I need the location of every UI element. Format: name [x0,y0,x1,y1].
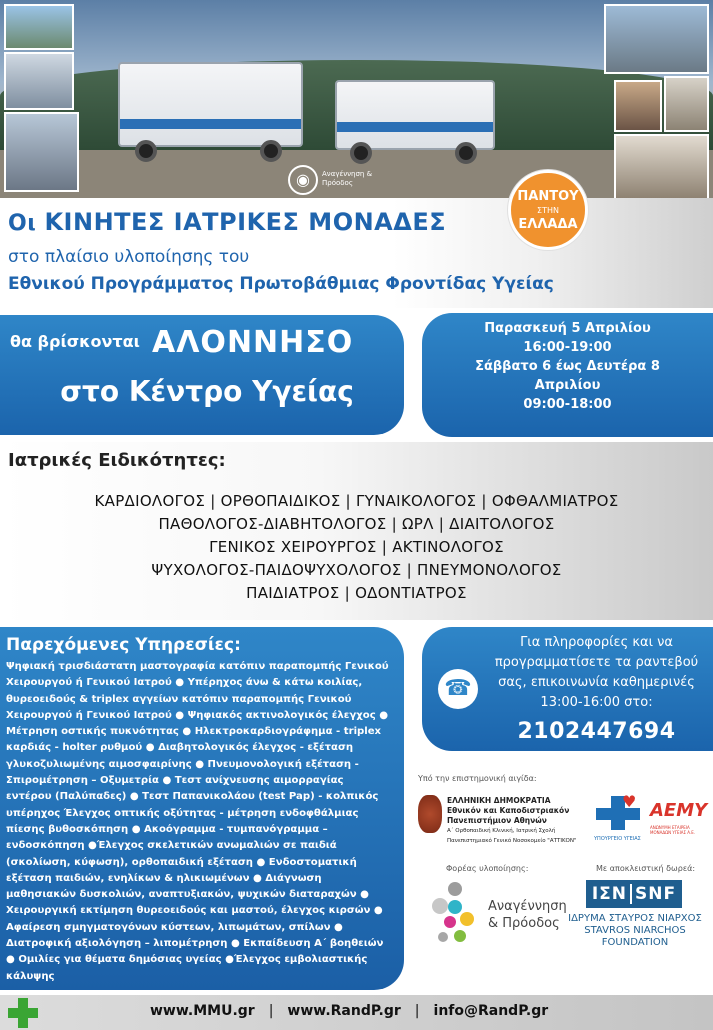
ministry-of-health-logo-icon: ♥ [596,792,640,834]
contact-text: Για πληροφορίες και να προγραμματίσετε τα ραντεβού σας, επικοινωνία καθημερινές 13:00-16:00 στο: [494,635,699,710]
schedule-time2: 09:00-18:00 [523,397,612,412]
specialty-line: ΠΑΘΟΛΟΓΟΣ-ΔΙΑΒΗΤΟΛΟΓΟΣ | ΩΡΛ | ΔΙΑΙΤΟΛΟΓΟΣ [158,515,555,533]
specialty-line: ΠΑΙΔΙΑΤΡΟΣ | ΟΔΟΝΤΙΑΤΡΟΣ [246,584,467,602]
randp-text: Αναγέννηση & Πρόοδος [488,899,567,931]
schedule-panel [422,313,713,437]
link-randp[interactable]: www.RandP.gr [287,1003,401,1019]
link-mmu[interactable]: www.MMU.gr [150,1003,255,1019]
phone-icon: ☎ [438,669,478,709]
contact-phone-number[interactable]: 2102447694 [517,719,676,744]
aemy-logo: AEMY [650,800,708,821]
location-pre: θα βρίσκονται [10,332,140,351]
services-title: Παρεχόμενες Υπηρεσίες: [6,635,241,655]
medical-plus-icon [8,998,38,1028]
specialties-list [0,490,713,605]
photo-collage-5 [614,80,662,132]
specialty-line: ΚΑΡΔΙΟΛΟΓΟΣ | ΟΡΘΟΠΑΙΔΙΚΟΣ | ΓΥΝΑΙΚΟΛΟΓΟΣ | ΟΦΘΑΛΜΙΑΤΡΟΣ [94,492,619,510]
hero-photo [0,0,713,205]
photo-collage-6 [664,76,709,132]
specialty-line: ΨΥΧΟΛΟΓΟΣ-ΠΑΙΔΟΨΥΧΟΛΟΓΟΣ | ΠΝΕΥΜΟΝΟΛΟΓΟΣ [151,561,562,579]
photo-collage-4 [604,4,709,74]
donation-label: Με αποκλειστική δωρεά: [596,864,696,873]
contact-panel [422,627,713,751]
everywhere-badge: ΠΑΝΤΟΥ ΣΤΗΝ ΕΛΛΑΔΑ [508,170,588,250]
title-subline: στο πλαίσιο υλοποίησης του [8,247,250,267]
photo-collage-2 [4,52,74,110]
ministry-label: ΥΠΟΥΡΓΕΙΟ ΥΓΕΙΑΣ [594,836,641,842]
title-main: ΚΙΝΗΤΕΣ ΙΑΤΡΙΚΕΣ ΜΟΝΑΔΕΣ [44,208,447,236]
truck-left [118,62,303,147]
snf-logo: ΙΣΝ SNF [586,880,682,908]
hero-logo-text: Αναγέννηση & Πρόοδος [322,170,373,187]
contact-hours: 13:00-16:00 στο: [540,695,653,710]
title-prefix: Οι [8,211,37,236]
link-email[interactable]: info@RandP.gr [433,1003,549,1019]
implementer-label: Φορέας υλοποίησης: [446,864,529,873]
photo-collage-7 [614,134,709,200]
snf-greek-name: ΙΔΡΥΜΑ ΣΤΑΥΡΟΣ ΝΙΑΡΧΟΣ [568,913,702,924]
page-title [8,208,446,236]
photo-collage-3 [4,112,79,192]
schedule-day2: Σάββατο 6 έως Δευτέρα 8 [475,359,660,374]
location-place: στο Κέντρο Υγείας [60,375,354,408]
schedule-time1: 16:00-19:00 [523,340,612,355]
snf-english-name: STAVROS NIARCHOS FOUNDATION [584,925,686,948]
university-seal-icon [418,795,442,833]
services-text: Ψηφιακή τρισδιάστατη μαστογραφία κατόπιν παραπομπής Γενικού Χειρουργού ή Γενικού Ιατρού ● Υπέρηχος άνω & κάτω κοιλίας, θυρεοειδούς & triplex αγγείων κατόπιν παραπομπής Γενικού Χειρουργού ή Γενικού Ιατρού ● Ψηφιακός ακτινολογικός έλεγχος ● Μέτρηση οστικής πυκνότητας ● Ηλεκτροκαρδιογράφημα - triplex καρδιάς - holter ρυθμού ● Διαβητολογικός έλεγχος - εξέταση γλυκοζυλιωμένης αιμοσφαιρίνης ● Πνευμονολογική εξέταση - Σπιρομέτρηση – Οξυμετρία ● Τεστ ανίχνευσης αιμορραγίας εντέρου (Παλύπαδες) ● Τεστ Παπανικολάου (test Pap) - κολπικός υπέρηχος Έλεγχος οπτικής οξύτητας - μέτρηση ενδοφθάλμιας πίεσης βυθοσκόπηση ● Ακοόγραμμα - τυμπανόγραμμα – ενδοσκόπηση ●Έλεγχος σκελετικών ανωμαλιών σε παιδιά (σκολίωση, κύφωση), ορθοπαιδική εξέταση ● Ενδοστοματική εξέταση παιδιών, ενηλίκων & ηλικιωμένων ● Διάγνωση μαθησιακών δυσκολιών, αναπτυξιακών, ψυχικών διαταραχών ● Χειρουργική εκτίμηση θυρεοειδούς και μαστού, έλεγχος κιρσών ● Αφαίρεση σμηγματογόνων κύστεων, λιπωμάτων, σπίλων ● Διατροφική αξιολόγηση – λιπομέτρηση ● Εκπαίδευση Α΄ βοηθειών ● Ομιλίες για θέματα δημόσιας υγείας ●Έλεγχος εμβολιαστικής κάλυψης [6,661,389,982]
university-text: ΕΛΛΗΝΙΚΗ ΔΗΜΟΚΡΑΤΙΑ Εθνικόν και Καποδιστριακόν Πανεπιστήμιον Αθηνών Α΄ Ορθοπαιδική Κλινική, Ιατρική Σχολή Πανεπιστημιακό Γενικό Νοσοκομείο "ΑΤΤΙΚΟΝ" [447,796,577,844]
specialty-line: ΓΕΝΙΚΟΣ ΧΕΙΡΟΥΡΓΟΣ | ΑΚΤΙΝΟΛΟΓΟΣ [209,538,504,556]
footer-links: www.MMU.gr | www.RandP.gr | info@RandP.gr [150,1003,549,1019]
services-panel [0,627,404,990]
location-panel [0,315,404,435]
randp-hero-logo-icon: ◉ [288,165,318,195]
randp-logo-icon [430,880,482,952]
truck-right [335,80,495,150]
aemy-subtitle: ΑΝΩΝΥΜΗ ΕΤΑΙΡΕΙΑ ΜΟΝΑΔΩΝ ΥΓΕΙΑΣ Α.Ε. [650,825,696,835]
schedule-day2-month: Απριλίου [534,378,601,393]
photo-collage-1 [4,4,74,50]
schedule-day1: Παρασκευή 5 Απριλίου [484,321,651,336]
location-island: ΑΛΟΝΝΗΣΟ [152,325,354,360]
title-program: Εθνικού Προγράμματος Πρωτοβάθμιας Φροντίδας Υγείας [8,274,554,294]
specialties-title: Ιατρικές Ειδικότητες: [8,450,226,471]
scientific-label: Υπό την επιστημονική αιγίδα: [418,774,537,783]
